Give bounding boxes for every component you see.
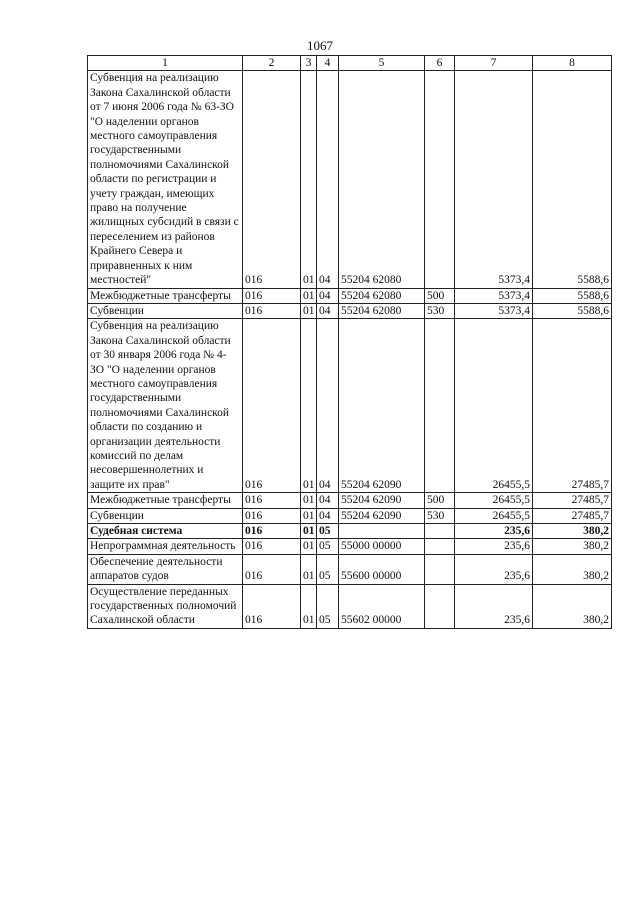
target-article-code: 55204 62090 — [339, 319, 425, 493]
section-code: 01 — [301, 539, 317, 554]
ministry-code: 016 — [243, 584, 301, 628]
table-row — [88, 524, 612, 539]
table-row — [88, 584, 612, 628]
amount-year-2: 27485,7 — [533, 508, 612, 523]
amount-year-2: 5588,6 — [533, 71, 612, 288]
expense-type-code — [425, 319, 455, 493]
table-row — [88, 493, 612, 508]
column-header: 8 — [533, 56, 612, 71]
amount-year-1: 5373,4 — [455, 303, 533, 318]
column-header: 6 — [425, 56, 455, 71]
row-description: Межбюджетные трансферты — [88, 288, 243, 303]
section-code: 01 — [301, 303, 317, 318]
subsection-code: 05 — [317, 539, 339, 554]
row-description: Обеспечение деятельности аппаратов судов — [88, 554, 243, 584]
ministry-code: 016 — [243, 319, 301, 493]
amount-year-2: 380,2 — [533, 539, 612, 554]
subsection-code: 05 — [317, 584, 339, 628]
column-header: 1 — [88, 56, 243, 71]
subsection-code: 04 — [317, 493, 339, 508]
amount-year-2: 380,2 — [533, 554, 612, 584]
target-article-code: 55204 62090 — [339, 508, 425, 523]
expense-type-code: 500 — [425, 493, 455, 508]
page-number: 1067 — [307, 38, 333, 53]
amount-year-1: 26455,5 — [455, 508, 533, 523]
ministry-code: 016 — [243, 554, 301, 584]
table-row — [88, 303, 612, 318]
section-code: 01 — [301, 554, 317, 584]
column-header: 2 — [243, 56, 301, 71]
row-description: Межбюджетные трансферты — [88, 493, 243, 508]
section-code: 01 — [301, 493, 317, 508]
subsection-code: 04 — [317, 71, 339, 288]
amount-year-1: 235,6 — [455, 524, 533, 539]
table-row — [88, 319, 612, 493]
table-row — [88, 554, 612, 584]
row-description: Осуществление переданных государственных полномочий Сахалинской области — [88, 584, 243, 628]
ministry-code: 016 — [243, 303, 301, 318]
expense-type-code — [425, 584, 455, 628]
table-row — [88, 71, 612, 288]
section-code: 01 — [301, 508, 317, 523]
row-description: Субвенция на реализацию Закона Сахалинской области от 7 июня 2006 года № 63-ЗО "О наделении органов местного самоуправления государственными полномочиями Сахалинской области по регистрации и учету граждан, имеющих право на получение жилищных субсидий в связи с переселением из районов Крайнего Севера и приравненных к ним местностей" — [88, 71, 243, 288]
amount-year-2: 27485,7 — [533, 319, 612, 493]
column-header: 4 — [317, 56, 339, 71]
expense-type-code — [425, 524, 455, 539]
subsection-code: 04 — [317, 508, 339, 523]
table-row — [88, 508, 612, 523]
amount-year-1: 235,6 — [455, 554, 533, 584]
target-article-code: 55600 00000 — [339, 554, 425, 584]
ministry-code: 016 — [243, 508, 301, 523]
row-description: Непрограммная деятельность — [88, 539, 243, 554]
amount-year-2: 5588,6 — [533, 288, 612, 303]
subsection-code: 04 — [317, 319, 339, 493]
subsection-code: 04 — [317, 303, 339, 318]
expense-type-code: 530 — [425, 508, 455, 523]
section-code: 01 — [301, 71, 317, 288]
ministry-code: 016 — [243, 493, 301, 508]
target-article-code: 55204 62090 — [339, 493, 425, 508]
amount-year-2: 380,2 — [533, 524, 612, 539]
subsection-code: 05 — [317, 554, 339, 584]
section-code: 01 — [301, 319, 317, 493]
amount-year-2: 5588,6 — [533, 303, 612, 318]
amount-year-2: 27485,7 — [533, 493, 612, 508]
budget-table — [87, 55, 612, 629]
row-description: Судебная система — [88, 524, 243, 539]
section-code: 01 — [301, 584, 317, 628]
target-article-code: 55204 62080 — [339, 71, 425, 288]
column-header: 5 — [339, 56, 425, 71]
column-header: 7 — [455, 56, 533, 71]
subsection-code: 04 — [317, 288, 339, 303]
expense-type-code — [425, 71, 455, 288]
amount-year-1: 26455,5 — [455, 319, 533, 493]
section-code: 01 — [301, 524, 317, 539]
table-row — [88, 539, 612, 554]
expense-type-code: 530 — [425, 303, 455, 318]
target-article-code: 55602 00000 — [339, 584, 425, 628]
expense-type-code — [425, 539, 455, 554]
ministry-code: 016 — [243, 539, 301, 554]
row-description: Субвенции — [88, 303, 243, 318]
target-article-code: 55204 62080 — [339, 288, 425, 303]
ministry-code: 016 — [243, 524, 301, 539]
section-code: 01 — [301, 288, 317, 303]
amount-year-2: 380,2 — [533, 584, 612, 628]
amount-year-1: 5373,4 — [455, 71, 533, 288]
expense-type-code — [425, 554, 455, 584]
amount-year-1: 235,6 — [455, 584, 533, 628]
header-row — [88, 56, 612, 71]
subsection-code: 05 — [317, 524, 339, 539]
target-article-code: 55000 00000 — [339, 539, 425, 554]
target-article-code: 55204 62080 — [339, 303, 425, 318]
target-article-code — [339, 524, 425, 539]
row-description: Субвенции — [88, 508, 243, 523]
expense-type-code: 500 — [425, 288, 455, 303]
table-row — [88, 288, 612, 303]
amount-year-1: 26455,5 — [455, 493, 533, 508]
row-description: Субвенция на реализацию Закона Сахалинской области от 30 января 2006 года № 4-ЗО "О наделении органов местного самоуправления государственными полномочиями Сахалинской области по созданию и организации деятельности комиссий по делам несовершеннолетних и защите их прав" — [88, 319, 243, 493]
ministry-code: 016 — [243, 71, 301, 288]
column-header: 3 — [301, 56, 317, 71]
table-body — [88, 56, 612, 629]
amount-year-1: 5373,4 — [455, 288, 533, 303]
amount-year-1: 235,6 — [455, 539, 533, 554]
ministry-code: 016 — [243, 288, 301, 303]
